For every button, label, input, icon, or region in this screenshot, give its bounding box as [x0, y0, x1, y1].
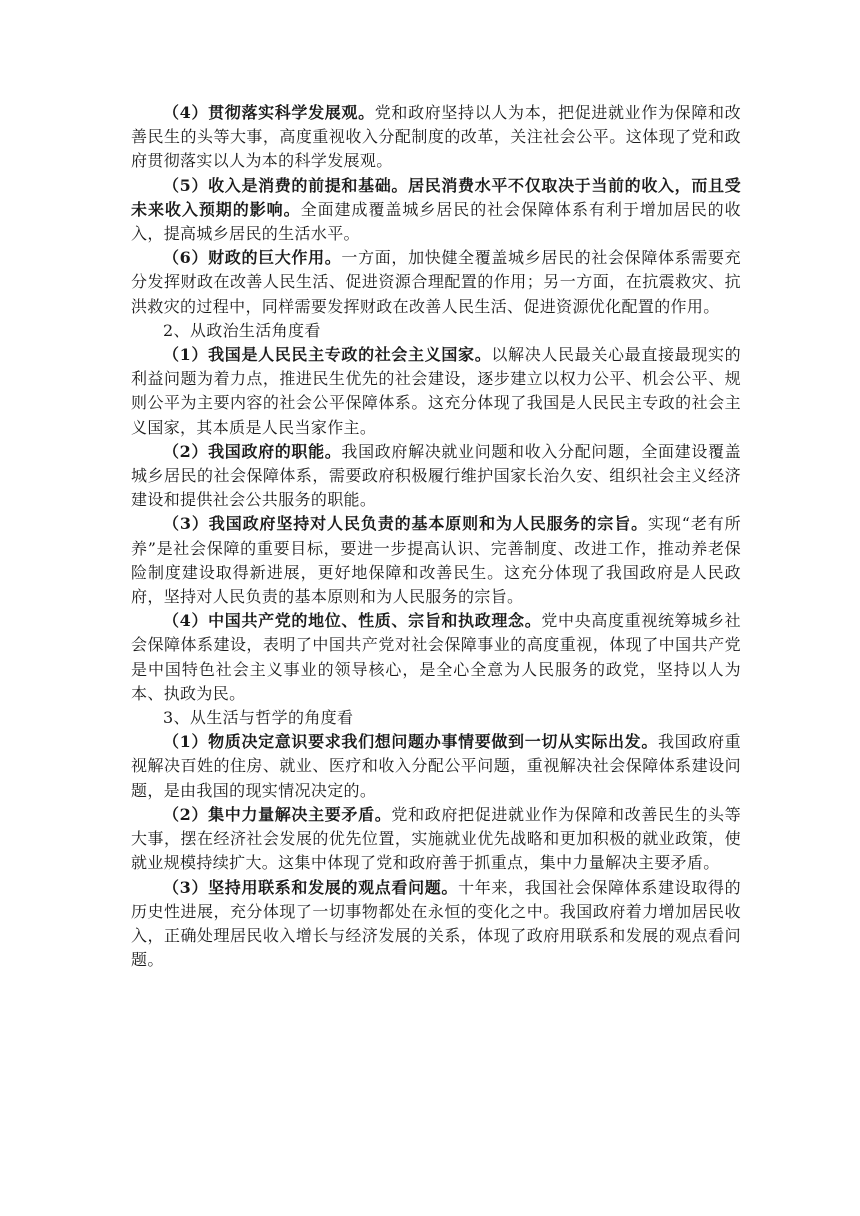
- paragraph-body: 全面建成覆盖城乡居民的社会保障体系有利于增加居民的收入，提高城乡居民的生活水平。: [131, 199, 741, 244]
- paragraph-body: 以解决人民最关心最直接最现实的利益问题为着力点，推进民生优先的社会建设，逐步建立以权力公平、机会公平、规则公平为主要内容的社会公平保障体系。这充分体现了我国是人民民主专政的社会主义国家，其本质是人民当家作主。: [131, 345, 741, 437]
- paragraph-politics-4: [131, 609, 741, 706]
- paragraph-philosophy-2: [131, 803, 741, 876]
- paragraph-lead: （4）中国共产党的地位、性质、宗旨和执政理念。: [163, 611, 542, 631]
- paragraph-body: 党中央高度重视统筹城乡社会保障体系建设，表明了中国共产党对社会保障事业的高度重视，体现了中国共产党是中国特色社会主义事业的领导核心，是全心全意为人民服务的政党，坚持以人为本、执政为民。: [131, 611, 742, 703]
- paragraph-lead: （1）我国是人民民主专政的社会主义国家。: [163, 345, 492, 365]
- paragraph-body: 党和政府坚持以人为本，把促进就业作为保障和改善民生的头等大事，高度重视收入分配制度的改革，关注社会公平。这体现了党和政府贯彻落实以人为本的科学发展观。: [131, 103, 742, 171]
- paragraph-econ-5: [131, 174, 741, 247]
- paragraph-philosophy-1: [131, 730, 741, 803]
- paragraph-lead: （5）收入是消费的前提和基础。居民消费水平不仅取决于当前的收入，而且受未来收入预期的影响。: [131, 175, 741, 219]
- paragraph-body: 一方面，加快健全覆盖城乡居民的社会保障体系需要充分发挥财政在改善人民生活、促进资源合理配置的作用；另一方面，在抗震救灾、抗洪救灾的过程中，同样需要发挥财政在改善人民生活、促进资源优化配置的作用。: [131, 248, 741, 316]
- paragraph-lead: （3）我国政府坚持对人民负责的基本原则和为人民服务的宗旨。: [163, 514, 648, 534]
- paragraph-politics-3: [131, 512, 741, 609]
- paragraph-body: 十年来，我国社会保障体系建设取得的历史性进展，充分体现了一切事物都处在永恒的变化之中。我国政府着力增加居民收入，正确处理居民收入增长与经济发展的关系，体现了政府用联系和发展的观点看问题。: [131, 877, 742, 970]
- paragraph-body: 党和政府把促进就业作为保障和改善民生的头等大事，摆在经济社会发展的优先位置，实施就业优先战略和更加积极的就业政策，使就业规模持续扩大。这集中体现了党和政府善于抓重点，集中力量解决主要矛盾。: [131, 804, 741, 873]
- paragraph-lead: （1）物质决定意识要求我们想问题办事情要做到一切从实际出发。: [163, 732, 658, 752]
- paragraph-lead: （2）我国政府的职能。: [163, 441, 342, 461]
- paragraph-lead: （3）坚持用联系和发展的观点看问题。: [163, 877, 459, 897]
- paragraph-lead: （6）财政的巨大作用。: [163, 248, 342, 268]
- paragraph-body: 我国政府重视解决百姓的住房、就业、医疗和收入分配公平问题，重视解决社会保障体系建设问题，是由我国的现实情况决定的。: [131, 732, 741, 800]
- paragraph-lead: （2）集中力量解决主要矛盾。: [163, 804, 392, 824]
- paragraph-body: 我国政府解决就业问题和收入分配问题，全面建设覆盖城乡居民的社会保障体系，需要政府积极履行维护国家长治久安、组织社会主义经济建设和提供社会公共服务的职能。: [131, 441, 741, 510]
- paragraph-body: 实现“老有所养”是社会保障的重要目标，要进一步提高认识、完善制度、改进工作，推动养老保险制度建设取得新进展，更好地保障和改善民生。这充分体现了我国政府是人民政府，坚持对人民负责的基本原则和为人民服务的宗旨。: [131, 514, 741, 607]
- paragraph-politics-2: [131, 440, 741, 513]
- paragraph-philosophy-3: [131, 876, 741, 973]
- paragraph-lead: （4）贯彻落实科学发展观。: [163, 103, 375, 122]
- paragraph-politics-1: [131, 343, 741, 440]
- document-page: [131, 101, 741, 972]
- section-heading-politics: 2、从政治生活角度看: [163, 320, 321, 340]
- paragraph-econ-6: [131, 246, 741, 319]
- section-heading-philosophy: 3、从生活与哲学的角度看: [163, 708, 354, 728]
- paragraph-econ-4: [131, 101, 741, 174]
